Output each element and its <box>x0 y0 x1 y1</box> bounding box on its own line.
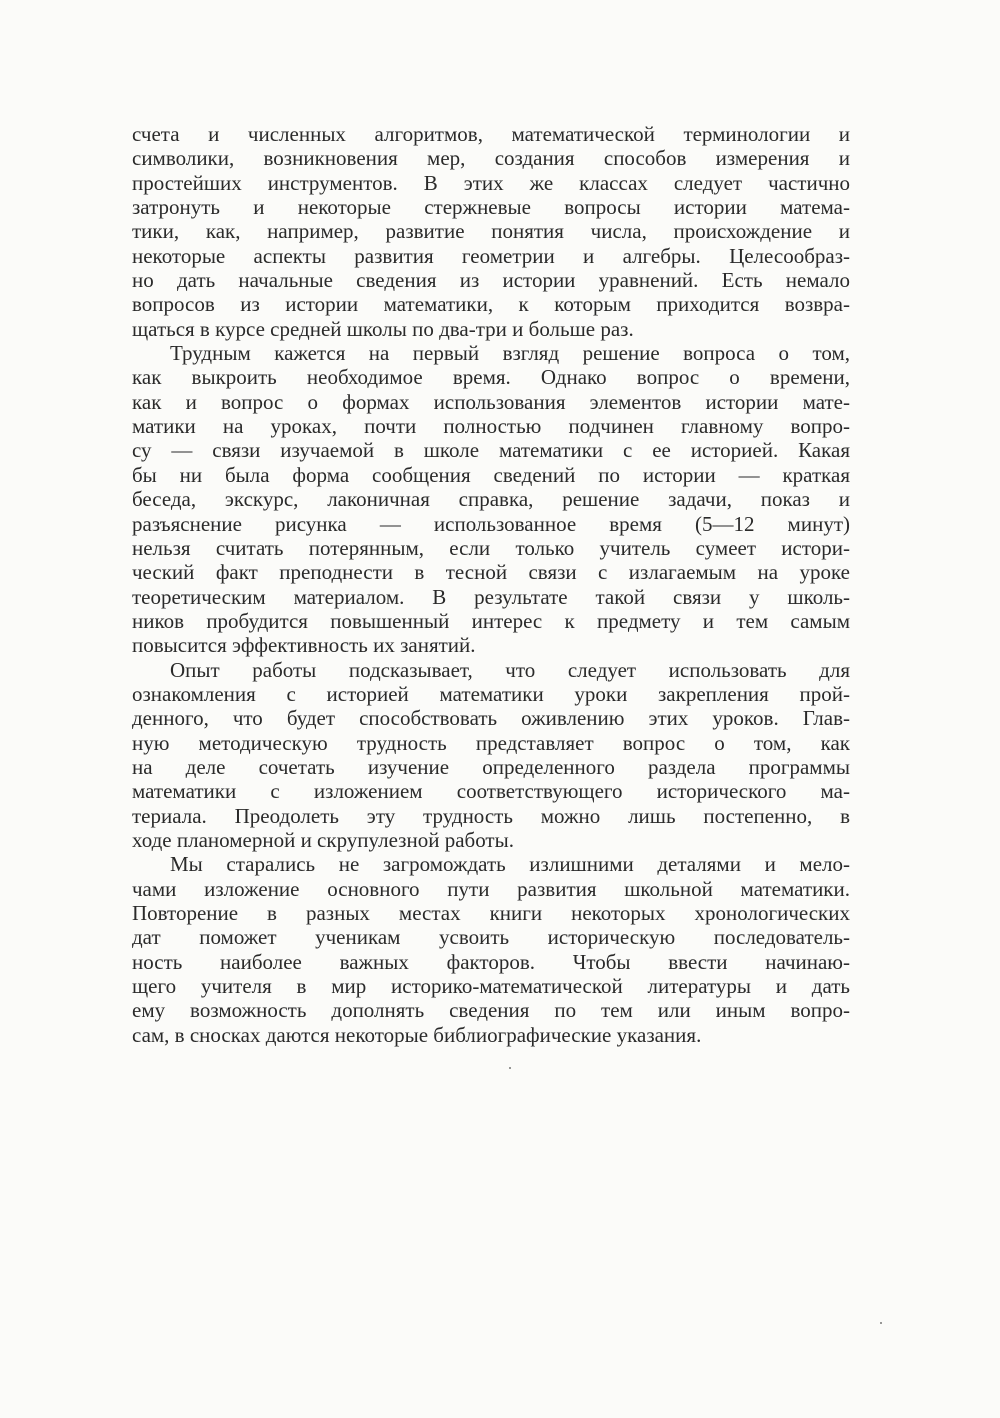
text-line: ную методическую трудность представляет вопрос о том, как <box>132 730 850 755</box>
text-line: ознакомления с историей математики уроки закрепления прой- <box>132 681 850 706</box>
text-line: сам, в сносках даются некоторые библиографические указания. <box>132 1022 702 1047</box>
text-line: на деле сочетать изучение определенного раздела программы <box>132 754 850 779</box>
text-line: как и вопрос о формах использования элементов истории мате- <box>132 389 850 414</box>
scan-speck <box>509 1067 511 1069</box>
paragraph <box>132 122 850 341</box>
text-line: Трудным кажется на первый взгляд решение вопроса о том, <box>170 341 850 366</box>
text-line: дат поможет ученикам усвоить историческую последователь- <box>132 925 850 950</box>
text-line: тики, как, например, развитие понятия числа, происхождение и <box>132 219 850 244</box>
text-line: ность наиболее важных факторов. Чтобы ввести начинаю- <box>132 949 850 974</box>
text-line: чами изложение основного пути развития школьной математики. <box>132 876 850 901</box>
paragraph <box>132 852 850 1047</box>
paragraph <box>132 341 850 657</box>
text-line: Повторение в разных местах книги некоторых хронологических <box>132 901 850 925</box>
text-line: простейших инструментов. В этих же классах следует частично <box>132 170 850 195</box>
text-line: символики, возникновения мер, создания способов измерения и <box>132 146 850 171</box>
text-line: повысится эффективность их занятий. <box>132 633 476 658</box>
text-line: щего учителя в мир историко-математической литературы и дать <box>132 974 850 999</box>
text-line: Опыт работы подсказывает, что следует использовать для <box>170 657 850 682</box>
text-line: беседа, экскурс, лаконичная справка, решение задачи, показ и <box>132 487 850 512</box>
text-line: ходе планомерной и скрупулезной работы. <box>132 827 514 852</box>
text-line: но дать начальные сведения из истории уравнений. Есть немало <box>132 268 850 293</box>
text-line: нельзя считать потерянным, если только учитель сумеет истори- <box>132 535 850 560</box>
text-line: счета и численных алгоритмов, математической терминологии и <box>132 122 850 146</box>
text-line: щаться в курсе средней школы по два-три и больше раз. <box>132 316 634 341</box>
paragraph <box>132 658 850 853</box>
text-line: вопросов из истории математики, к которым приходится возвра- <box>132 292 850 317</box>
text-line: денного, что будет способствовать оживлению этих уроков. Глав- <box>132 706 850 731</box>
text-line: матики на уроках, почти полностью подчинен главному вопро- <box>132 414 850 439</box>
text-line: затронуть и некоторые стержневые вопросы истории матема- <box>132 195 850 220</box>
text-line: териала. Преодолеть эту трудность можно лишь постепенно, в <box>132 803 850 828</box>
text-line: математики с изложением соответствующего исторического ма- <box>132 779 850 804</box>
text-line: бы ни была форма сообщения сведений по истории — краткая <box>132 462 850 487</box>
scan-speck <box>880 1322 882 1324</box>
text-line: Мы старались не загромождать излишними деталями и мело- <box>170 852 850 877</box>
text-line: разъяснение рисунка — использованное время (5—12 минут) <box>132 511 850 536</box>
text-line: су — связи изучаемой в школе математики с ее историей. Какая <box>132 438 850 463</box>
text-line: ему возможность дополнять сведения по тем или иным вопро- <box>132 998 850 1023</box>
text-line: ников пробудится повышенный интерес к предмету и тем самым <box>132 608 850 633</box>
text-line: ческий факт преподнести в тесной связи с излагаемым на уроке <box>132 560 850 585</box>
text-line: как выкроить необходимое время. Однако вопрос о времени, <box>132 365 850 390</box>
text-line: теоретическим материалом. В результате такой связи у школь- <box>132 584 850 609</box>
text-line: некоторые аспекты развития геометрии и алгебры. Целесообраз- <box>132 243 850 268</box>
body-text <box>132 122 850 1047</box>
